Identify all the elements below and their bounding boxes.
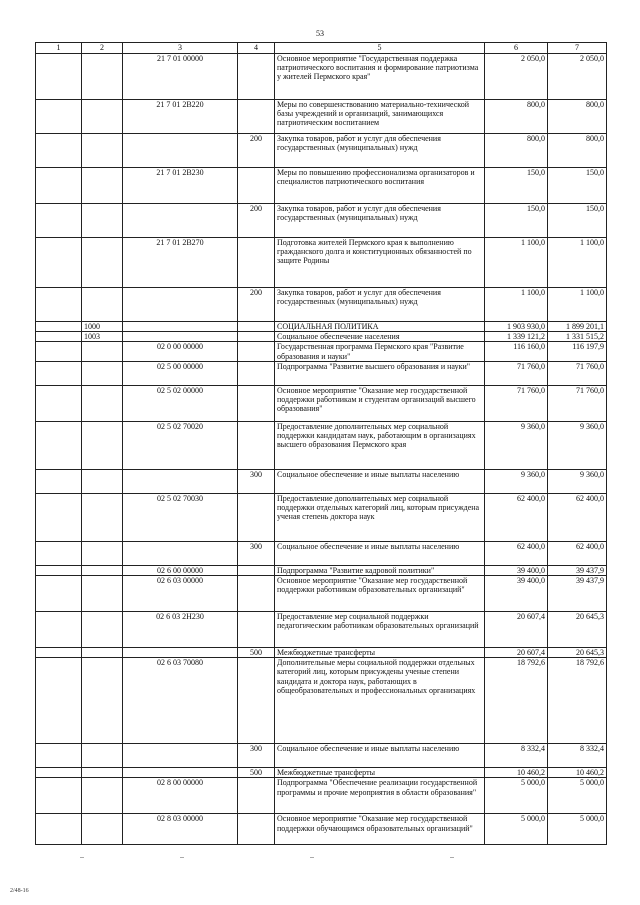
cell-c1 xyxy=(36,576,82,612)
cell-c5: Предоставление дополнительных мер социальной поддержки кандидатам наук, работающим в организациях высшего образования Пермского края xyxy=(275,421,485,469)
cell-c1 xyxy=(36,421,82,469)
cell-c1 xyxy=(36,322,82,332)
cell-c1 xyxy=(36,768,82,778)
cell-c4 xyxy=(238,814,275,845)
table-row xyxy=(36,322,607,332)
cell-c7: 1 899 201,1 xyxy=(548,322,607,332)
cell-c4: 200 xyxy=(238,288,275,322)
cell-c4 xyxy=(238,658,275,744)
cell-c5: Дополнительные меры социальной поддержки отдельных категорий лиц, которым присуждены ученые степени кандидата и доктора наук, работающих в общеобразовательных и профессиональных организациях xyxy=(275,658,485,744)
cell-c6: 9 360,0 xyxy=(485,469,548,493)
table-row xyxy=(36,134,607,168)
cell-c3: 02 8 03 00000 xyxy=(123,814,238,845)
cell-c5: Меры по совершенствованию материально-технической базы учреждений и организаций, занимающихся патриотическим воспитанием xyxy=(275,100,485,134)
cell-c7: 5 000,0 xyxy=(548,814,607,845)
cell-c4 xyxy=(238,54,275,100)
cell-c1 xyxy=(36,204,82,238)
cell-c6: 62 400,0 xyxy=(485,541,548,565)
cell-c7: 20 645,3 xyxy=(548,648,607,658)
cell-c2 xyxy=(82,469,123,493)
cell-c6: 20 607,4 xyxy=(485,612,548,648)
cell-c2 xyxy=(82,541,123,565)
cell-c2 xyxy=(82,168,123,204)
cell-c4: 500 xyxy=(238,768,275,778)
cell-c1 xyxy=(36,778,82,814)
cell-c1 xyxy=(36,814,82,845)
cell-c1 xyxy=(36,469,82,493)
cell-c3: 02 0 00 00000 xyxy=(123,342,238,361)
cell-c4 xyxy=(238,361,275,385)
cell-c2 xyxy=(82,421,123,469)
cell-c7: 800,0 xyxy=(548,134,607,168)
cell-c1 xyxy=(36,100,82,134)
cell-c6: 9 360,0 xyxy=(485,421,548,469)
cell-c3: 02 6 00 00000 xyxy=(123,565,238,575)
cell-c2 xyxy=(82,493,123,541)
cell-c3: 02 6 03 70080 xyxy=(123,658,238,744)
cell-c5: Социальное обеспечение и иные выплаты населению xyxy=(275,469,485,493)
cell-c6: 39 400,0 xyxy=(485,576,548,612)
cell-c6: 10 460,2 xyxy=(485,768,548,778)
cell-c7: 116 197,9 xyxy=(548,342,607,361)
cell-c4 xyxy=(238,100,275,134)
table-row xyxy=(36,648,607,658)
cell-c1 xyxy=(36,385,82,421)
cell-c7: 1 331 515,2 xyxy=(548,332,607,342)
cell-c6: 62 400,0 xyxy=(485,493,548,541)
cell-c2 xyxy=(82,768,123,778)
table-row xyxy=(36,100,607,134)
cell-c3: 21 7 01 2В230 xyxy=(123,168,238,204)
cell-c1 xyxy=(36,361,82,385)
table-row xyxy=(36,361,607,385)
cell-c4 xyxy=(238,342,275,361)
table-row xyxy=(36,768,607,778)
cell-c4: 300 xyxy=(238,744,275,768)
cell-c3: 21 7 01 00000 xyxy=(123,54,238,100)
cell-c5: Подпрограмма "Развитие высшего образования и науки" xyxy=(275,361,485,385)
cell-c4 xyxy=(238,421,275,469)
cell-c7: 10 460,2 xyxy=(548,768,607,778)
header-col-7: 7 xyxy=(548,43,607,54)
cell-c1 xyxy=(36,342,82,361)
cell-c6: 150,0 xyxy=(485,204,548,238)
cell-c1 xyxy=(36,238,82,288)
cell-c1 xyxy=(36,744,82,768)
cell-c1 xyxy=(36,54,82,100)
cell-c1 xyxy=(36,134,82,168)
cell-c6: 116 160,0 xyxy=(485,342,548,361)
cell-c3 xyxy=(123,648,238,658)
cell-c2 xyxy=(82,54,123,100)
cell-c3 xyxy=(123,744,238,768)
cell-c6: 2 050,0 xyxy=(485,54,548,100)
cell-c4 xyxy=(238,322,275,332)
cell-c6: 8 332,4 xyxy=(485,744,548,768)
cell-c1 xyxy=(36,565,82,575)
cell-c6: 150,0 xyxy=(485,168,548,204)
header-col-5: 5 xyxy=(275,43,485,54)
cell-c7: 5 000,0 xyxy=(548,778,607,814)
cell-c1 xyxy=(36,658,82,744)
table-row xyxy=(36,576,607,612)
cell-c6: 800,0 xyxy=(485,134,548,168)
cell-c5: Предоставление мер социальной поддержки педагогическим работникам образовательных организаций xyxy=(275,612,485,648)
cell-c1 xyxy=(36,541,82,565)
cell-c5: СОЦИАЛЬНАЯ ПОЛИТИКА xyxy=(275,322,485,332)
cell-c5: Социальное обеспечение населения xyxy=(275,332,485,342)
cell-c5: Социальное обеспечение и иные выплаты населению xyxy=(275,541,485,565)
cell-c3: 02 6 03 00000 xyxy=(123,576,238,612)
cell-c3: 02 6 03 2Н230 xyxy=(123,612,238,648)
table-row xyxy=(36,541,607,565)
cell-c5: Межбюджетные трансферты xyxy=(275,648,485,658)
cell-c4 xyxy=(238,612,275,648)
cell-c3 xyxy=(123,204,238,238)
cell-c7: 2 050,0 xyxy=(548,54,607,100)
cell-c7: 71 760,0 xyxy=(548,361,607,385)
cell-c4: 200 xyxy=(238,204,275,238)
cell-c4: 300 xyxy=(238,541,275,565)
cell-c3 xyxy=(123,332,238,342)
cell-c4 xyxy=(238,565,275,575)
table-row xyxy=(36,238,607,288)
cell-c2: 1003 xyxy=(82,332,123,342)
cell-c2 xyxy=(82,134,123,168)
cell-c6: 1 100,0 xyxy=(485,238,548,288)
cell-c3: 02 5 02 00000 xyxy=(123,385,238,421)
footer-code: 2/48-16 xyxy=(10,888,29,894)
cell-c6: 1 339 121,2 xyxy=(485,332,548,342)
cell-c2 xyxy=(82,361,123,385)
budget-table xyxy=(35,42,607,845)
cell-c7: 1 100,0 xyxy=(548,238,607,288)
cell-c7: 18 792,6 xyxy=(548,658,607,744)
cell-c6: 5 000,0 xyxy=(485,814,548,845)
cell-c4 xyxy=(238,778,275,814)
table-row xyxy=(36,204,607,238)
table-row xyxy=(36,493,607,541)
cell-c1 xyxy=(36,288,82,322)
cell-c3 xyxy=(123,768,238,778)
cell-c7: 20 645,3 xyxy=(548,612,607,648)
table-header-row xyxy=(36,43,607,54)
cell-c3 xyxy=(123,541,238,565)
cell-c2 xyxy=(82,658,123,744)
cell-c2 xyxy=(82,204,123,238)
cell-c5: Закупка товаров, работ и услуг для обеспечения государственных (муниципальных) нужд xyxy=(275,288,485,322)
cell-c6: 800,0 xyxy=(485,100,548,134)
cell-c2 xyxy=(82,744,123,768)
cell-c7: 9 360,0 xyxy=(548,421,607,469)
cell-c5: Предоставление дополнительных мер социальной поддержки отдельных категорий лиц, которым присуждена ученая степень доктора наук xyxy=(275,493,485,541)
cell-c3: 02 5 02 70020 xyxy=(123,421,238,469)
cell-c7: 39 437,9 xyxy=(548,576,607,612)
cell-c4 xyxy=(238,332,275,342)
cell-c3: 02 8 00 00000 xyxy=(123,778,238,814)
header-col-2: 2 xyxy=(82,43,123,54)
cell-c5: Государственная программа Пермского края "Развитие образования и науки" xyxy=(275,342,485,361)
cell-c4 xyxy=(238,238,275,288)
cell-c3 xyxy=(123,134,238,168)
header-col-6: 6 xyxy=(485,43,548,54)
cell-c5: Закупка товаров, работ и услуг для обеспечения государственных (муниципальных) нужд xyxy=(275,134,485,168)
cell-c4: 200 xyxy=(238,134,275,168)
cell-c7: 8 332,4 xyxy=(548,744,607,768)
cell-c4: 500 xyxy=(238,648,275,658)
cell-c6: 20 607,4 xyxy=(485,648,548,658)
cell-c4 xyxy=(238,493,275,541)
cell-c7: 71 760,0 xyxy=(548,385,607,421)
table-row xyxy=(36,342,607,361)
cell-c5: Основное мероприятие "Оказание мер государственной поддержки работникам и студентам организаций высшего образования" xyxy=(275,385,485,421)
header-col-3: 3 xyxy=(123,43,238,54)
bottom-scan-marks xyxy=(70,857,550,861)
cell-c5: Социальное обеспечение и иные выплаты населению xyxy=(275,744,485,768)
cell-c4 xyxy=(238,385,275,421)
cell-c6: 71 760,0 xyxy=(485,385,548,421)
table-row xyxy=(36,385,607,421)
cell-c7: 800,0 xyxy=(548,100,607,134)
cell-c6: 18 792,6 xyxy=(485,658,548,744)
table-row xyxy=(36,332,607,342)
cell-c6: 5 000,0 xyxy=(485,778,548,814)
cell-c2 xyxy=(82,814,123,845)
cell-c2 xyxy=(82,648,123,658)
cell-c5: Основное мероприятие "Государственная поддержка патриотического воспитания и формирование патриотизма у жителей Пермского края" xyxy=(275,54,485,100)
cell-c2 xyxy=(82,576,123,612)
cell-c6: 1 100,0 xyxy=(485,288,548,322)
cell-c7: 62 400,0 xyxy=(548,541,607,565)
cell-c3 xyxy=(123,322,238,332)
cell-c2 xyxy=(82,565,123,575)
table-row xyxy=(36,778,607,814)
cell-c1 xyxy=(36,168,82,204)
cell-c7: 150,0 xyxy=(548,168,607,204)
cell-c5: Подпрограмма "Развитие кадровой политики" xyxy=(275,565,485,575)
cell-c2 xyxy=(82,100,123,134)
table-row xyxy=(36,814,607,845)
cell-c2 xyxy=(82,288,123,322)
table-row xyxy=(36,288,607,322)
cell-c5: Основное мероприятие "Оказание мер государственной поддержки обучающимся образовательных организаций" xyxy=(275,814,485,845)
cell-c2 xyxy=(82,342,123,361)
cell-c4: 300 xyxy=(238,469,275,493)
cell-c2 xyxy=(82,385,123,421)
table-row xyxy=(36,744,607,768)
cell-c6: 39 400,0 xyxy=(485,565,548,575)
table-row xyxy=(36,658,607,744)
cell-c1 xyxy=(36,493,82,541)
cell-c2: 1000 xyxy=(82,322,123,332)
cell-c5: Подпрограмма "Обеспечение реализации государственной программы и прочие мероприятия в области образования" xyxy=(275,778,485,814)
table-row xyxy=(36,612,607,648)
cell-c2 xyxy=(82,778,123,814)
cell-c4 xyxy=(238,168,275,204)
cell-c1 xyxy=(36,612,82,648)
cell-c3: 21 7 01 2В270 xyxy=(123,238,238,288)
cell-c5: Меры по повышению профессионализма организаторов и специалистов патриотического воспитания xyxy=(275,168,485,204)
table-row xyxy=(36,168,607,204)
table-row xyxy=(36,565,607,575)
cell-c5: Закупка товаров, работ и услуг для обеспечения государственных (муниципальных) нужд xyxy=(275,204,485,238)
cell-c3: 21 7 01 2В220 xyxy=(123,100,238,134)
header-col-1: 1 xyxy=(36,43,82,54)
cell-c1 xyxy=(36,648,82,658)
cell-c7: 39 437,9 xyxy=(548,565,607,575)
cell-c7: 1 100,0 xyxy=(548,288,607,322)
cell-c2 xyxy=(82,612,123,648)
header-col-4: 4 xyxy=(238,43,275,54)
cell-c1 xyxy=(36,332,82,342)
cell-c5: Подготовка жителей Пермского края к выполнению гражданского долга и конституционных обязанностей по защите Родины xyxy=(275,238,485,288)
cell-c7: 62 400,0 xyxy=(548,493,607,541)
cell-c3 xyxy=(123,288,238,322)
cell-c3 xyxy=(123,469,238,493)
table-row xyxy=(36,421,607,469)
cell-c5: Основное мероприятие "Оказание мер государственной поддержки работникам образовательных организаций" xyxy=(275,576,485,612)
cell-c3: 02 5 02 70030 xyxy=(123,493,238,541)
cell-c4 xyxy=(238,576,275,612)
page-number: 53 xyxy=(316,29,324,38)
table-row xyxy=(36,469,607,493)
table-row xyxy=(36,54,607,100)
cell-c7: 150,0 xyxy=(548,204,607,238)
cell-c3: 02 5 00 00000 xyxy=(123,361,238,385)
cell-c6: 71 760,0 xyxy=(485,361,548,385)
cell-c7: 9 360,0 xyxy=(548,469,607,493)
cell-c6: 1 903 930,0 xyxy=(485,322,548,332)
cell-c2 xyxy=(82,238,123,288)
cell-c5: Межбюджетные трансферты xyxy=(275,768,485,778)
